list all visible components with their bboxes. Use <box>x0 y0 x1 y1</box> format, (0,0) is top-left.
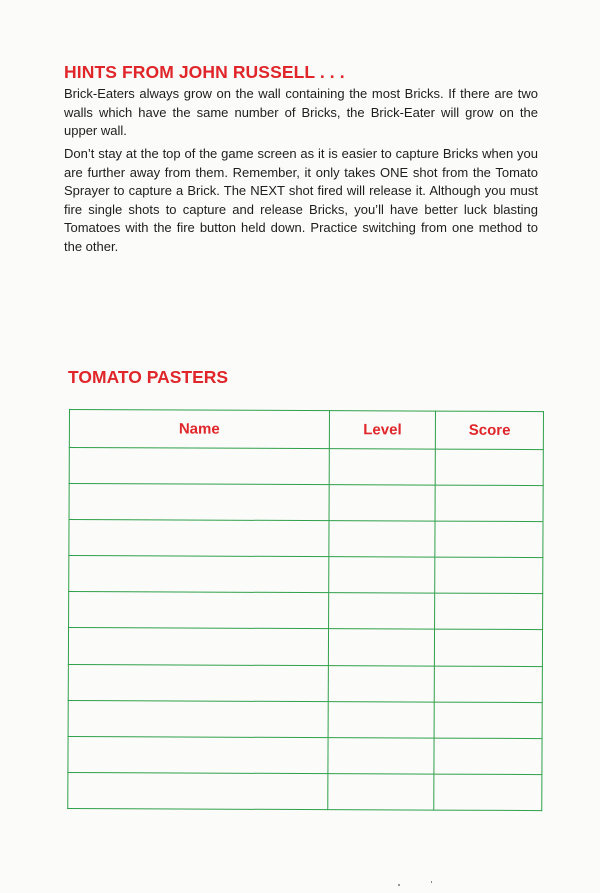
score-cell <box>435 485 543 522</box>
score-cell <box>435 593 543 630</box>
level-cell <box>328 773 435 810</box>
table-row <box>69 484 543 522</box>
table-row <box>68 736 542 774</box>
score-cell <box>435 521 543 558</box>
table-row <box>69 448 543 486</box>
name-cell <box>68 772 328 809</box>
table-row <box>69 592 543 630</box>
name-cell <box>69 520 329 557</box>
paper-speck <box>398 884 400 886</box>
score-cell <box>435 666 543 703</box>
name-cell <box>69 448 329 485</box>
level-cell <box>328 593 435 630</box>
name-cell <box>68 700 328 737</box>
name-cell <box>68 736 328 773</box>
level-cell <box>328 665 435 702</box>
table-row <box>68 772 542 810</box>
hint-paragraph-1: Brick-Eaters always grow on the wall containing the most Bricks. If there are two walls which have the same number of Bricks, the Brick-Eater will grow on the upper wall. <box>64 86 538 138</box>
score-cell <box>434 702 542 739</box>
table-row <box>68 628 542 666</box>
level-cell <box>328 557 435 594</box>
name-cell <box>69 484 329 521</box>
level-cell <box>329 485 436 522</box>
score-cell <box>434 774 542 811</box>
score-cell <box>436 449 544 486</box>
score-cell <box>435 557 543 594</box>
column-header-name: Name <box>69 410 329 449</box>
score-table-title: TOMATO PASTERS <box>68 367 229 387</box>
hint-paragraph-2: Don’t stay at the top of the game screen as it is easier to capture Bricks when you are further away from them. Remember, it only takes ONE shot from the Tomato Sprayer to capture a Brick. The NEXT shot fired will release it. Although you must fire single shots to capture and release Bricks, you’ll have better luck blasting Tomatoes with the fire button held down. Practice switching from one method to the other. <box>64 146 538 254</box>
hints-title: HINTS FROM JOHN RUSSELL . . . <box>64 62 345 82</box>
level-cell <box>328 701 435 738</box>
name-cell <box>69 556 329 593</box>
column-header-level: Level <box>329 411 436 449</box>
table-row <box>69 520 543 558</box>
score-cell <box>435 630 543 667</box>
name-cell <box>69 592 329 629</box>
score-table-header-row <box>69 410 543 450</box>
name-cell <box>68 664 328 701</box>
score-table <box>67 409 544 811</box>
paper-speck <box>431 881 432 883</box>
table-row <box>68 700 542 738</box>
level-cell <box>329 521 436 558</box>
table-row <box>69 556 543 594</box>
level-cell <box>328 629 435 666</box>
table-row <box>68 664 542 702</box>
level-cell <box>328 737 435 774</box>
column-header-score: Score <box>436 411 544 449</box>
level-cell <box>329 449 436 486</box>
score-cell <box>434 738 542 775</box>
score-table-body <box>68 448 544 811</box>
name-cell <box>68 628 328 665</box>
